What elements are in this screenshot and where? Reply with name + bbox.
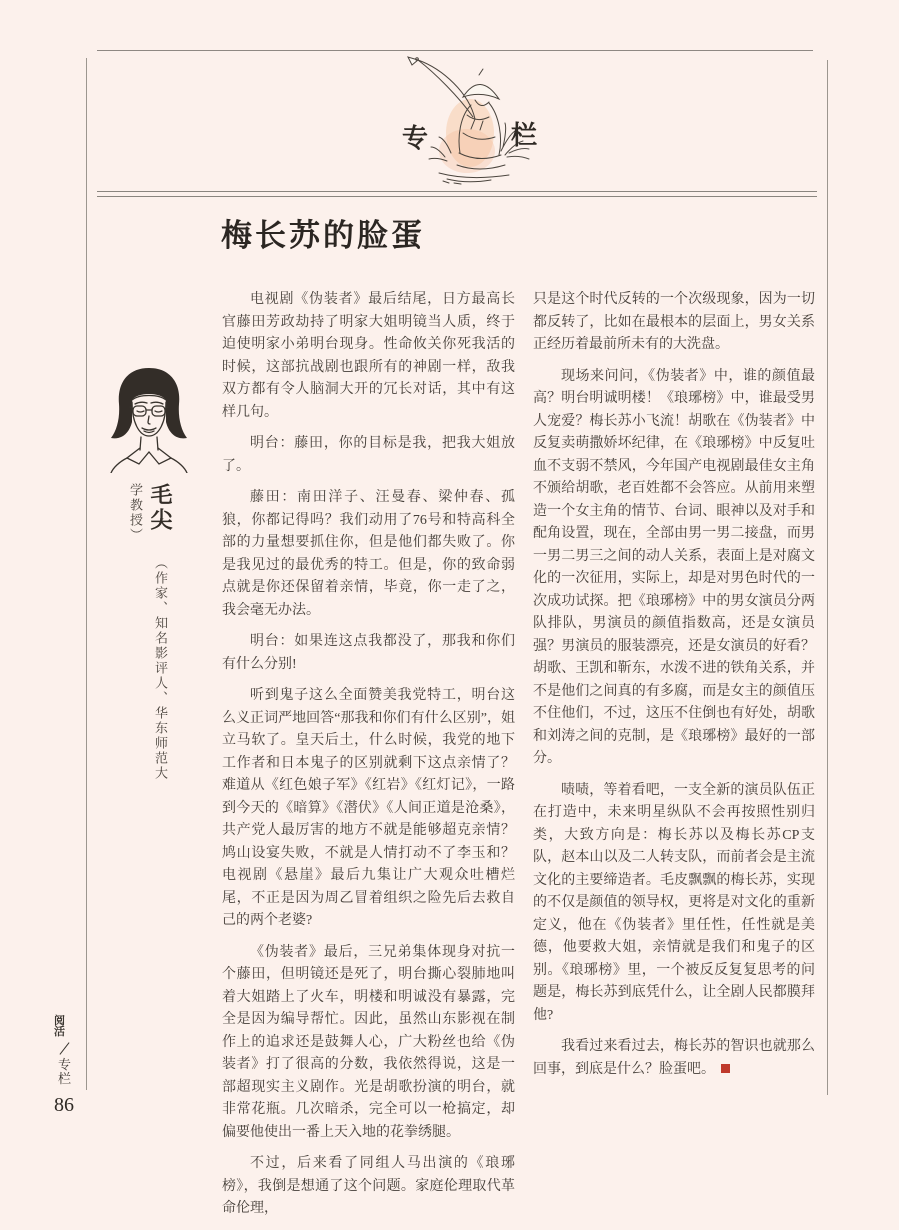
author-block <box>126 483 176 783</box>
paragraph: 啧啧，等着看吧，一支全新的演员队伍正在打造中，未来明星纵队不会再按照性别归类，大致方向是：梅长苏以及梅长苏CP支队，赵本山以及二人转支队，而前者会是主流文化的主要缔造者。毛皮飘飘的梅长苏，实现的不仅是颜值的领导权，更将是对文化的重新定义，他在《伪装者》里任性，任性就是美德，他要救大姐，亲情就是我们和鬼子的区别。《琅琊榜》里，一个被反反复复思考的问题是，梅长苏到底凭什么，让全剧人民都膜拜他? <box>533 782 815 1023</box>
masthead-label-left: 专 <box>402 124 429 153</box>
paragraph: 听到鬼子这么全面赞美我党特工，明台这么义正词严地回答“那我和你们有什么区别”，姐立马软了。皇天后土，什么时候，我党的地下工作者和日本鬼子的区别就剩下这点亲情了？难道从《红色娘子军》《红岩》《红灯记》，一路到今天的《暗算》《潜伏》《人间正道是沧桑》，共产党人最厉害的地方不就是能够超克亲情？鸠山设宴失败，不就是人情打动不了李玉和？电视剧《悬崖》最后九集让广大观众吐槽烂尾，不正是因为周乙冒着组织之险先后去救自己的两个老婆? <box>222 688 515 928</box>
paragraph: 只是这个时代反转的一个次级现象，因为一切都反转了，比如在最根本的层面上，男女关系正经历着最前所未有的大洗盘。 <box>533 292 815 352</box>
top-rule <box>97 50 813 51</box>
masthead-label-right: 栏 <box>511 121 538 150</box>
footer-magazine-label: 阅活 <box>54 1015 65 1038</box>
footer-section-label: 专栏 <box>58 1057 72 1086</box>
article-column-right <box>533 289 815 1230</box>
paragraph: 明台：藤田，你的目标是我，把我大姐放了。 <box>222 436 515 474</box>
paragraph: 明台：如果连这点我都没了，那我和你们有什么分别! <box>222 634 515 672</box>
paragraph: 《伪装者》最后，三兄弟集体现身对抗一个藤田，但明镜还是死了，明台撕心裂肺地叫着大姐踏上了火车，明楼和明诚没有暴露，完全是因为编导帮忙。因此，虽然山东影视在制作上的追求还是鼓舞人心，广大粉丝也给《伪装者》打了很高的分数，我依然得说，这是一部超现实主义剧作。光是胡歌扮演的明台，就非常花瓶。几次暗杀，完全可以一枪搞定，却偏要他使出一番上天入地的花拳绣腿。 <box>222 944 515 1140</box>
page-number: 86 <box>54 1094 74 1116</box>
author-bio: （作家、知名影评人、华东师范大学教授） <box>128 483 168 781</box>
right-frame-line <box>827 60 828 1095</box>
woman-glasses-portrait-icon <box>99 360 199 473</box>
author-name: 毛尖 <box>148 483 173 533</box>
footer-slash <box>59 1042 69 1054</box>
paragraph: 我看过来看过去，梅长苏的智识也就那么回事，到底是什么？脸蛋吧。 <box>533 1039 815 1077</box>
masthead-double-rule <box>97 191 817 197</box>
footer-block <box>54 1016 94 1117</box>
paragraph: 电视剧《伪装者》最后结尾，日方最高长官藤田芳政劫持了明家大姐明镜当人质，终于迫使明家小弟明台现身。性命攸关你死我活的时候，这部抗战剧也跟所有的神剧一样，敌我双方都有令人脑洞大开的冗长对话，其中有这样几句。 <box>222 292 515 420</box>
article-body <box>222 289 815 1230</box>
author-portrait <box>99 360 199 473</box>
paragraph: 现场来问问，《伪装者》中，谁的颜值最高？明台明诚明楼！《琅琊榜》中，谁最受男人宠爱？梅长苏小飞流！胡歌在《伪装者》中反复卖萌撒娇坏纪律，在《琅琊榜》中反复吐血不支弱不禁风，今年国产电视剧最佳女主角不颁给胡歌，老百姓都不会答应。从前用来塑造一个女主角的情节、台词、眼神以及对手和配角设置，现在，全部由男一男二接盘，而男一男二男三之间的动人关系，表面上是对腐文化的一次征用，实际上，却是对男色时代的一次成功试探。把《琅琊榜》中的男女演员分两队排队，男演员的颜值指数高，还是女演员强？男演员的服装漂亮，还是女演员的好看？胡歌、王凯和靳东，水泼不进的铁角关系，并不是他们之间真的有多腐，而是女主的颜值压不住他们，不过，这压不住倒也有好处，胡歌和刘涛之间的克制，是《琅琊榜》最好的一部分。 <box>533 368 815 766</box>
paragraph: 不过，后来看了同组人马出演的《琅琊榜》，我倒是想通了这个问题。家庭伦理取代革命伦理， <box>222 1156 515 1216</box>
left-frame-line <box>86 58 87 1090</box>
article-column-left <box>222 289 515 1230</box>
paragraph: 藤田：南田洋子、汪曼春、梁仲春、孤狼，你都记得吗？我们动用了76号和特高科全部的力量想要抓住你，但是他们都失败了。你是我见过的最优秀的特工。但是，你的致命弱点就是你还保留着亲情，毕竟，你一走了之，我会毫无办法。 <box>222 490 515 618</box>
article-title: 梅长苏的脸蛋 <box>221 218 425 253</box>
article-end-mark <box>721 1064 730 1073</box>
